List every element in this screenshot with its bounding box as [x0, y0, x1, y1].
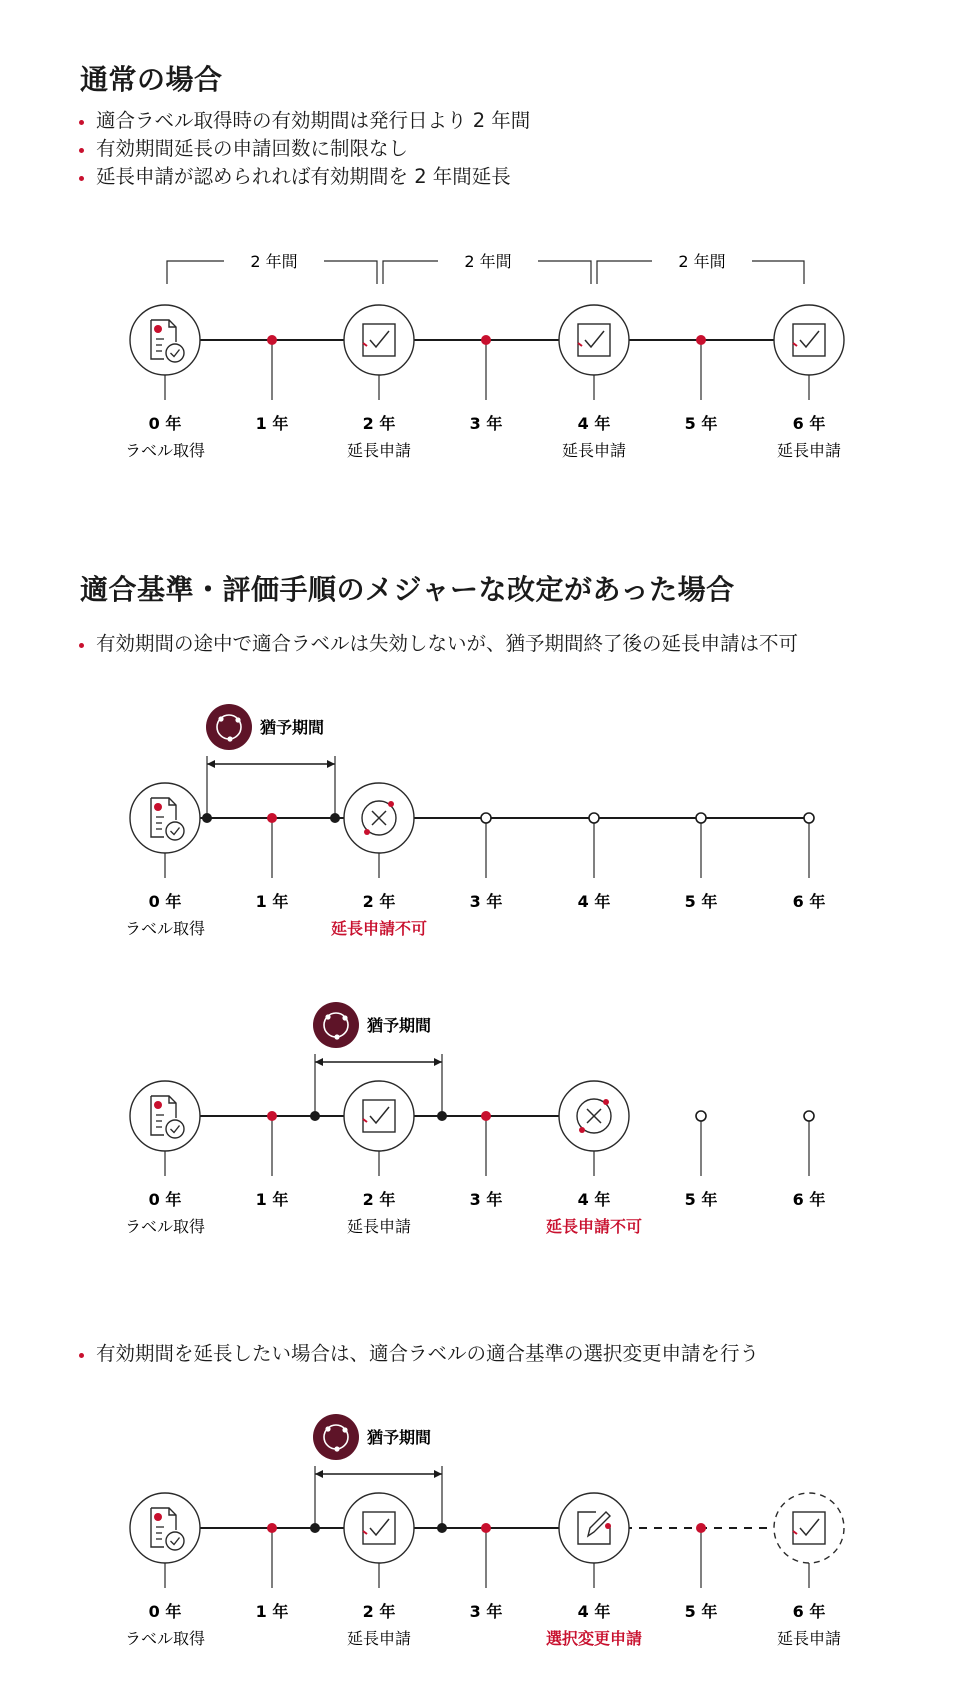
section2-title: 適合基準・評価手順のメジャーな改定があった場合 — [80, 573, 735, 606]
year-label: 5 年 — [684, 892, 718, 911]
year-dot — [481, 1111, 491, 1121]
year-dot — [267, 335, 277, 345]
grace-dot — [310, 1523, 320, 1533]
year-label: 1 年 — [255, 1190, 289, 1209]
year-label: 3 年 — [469, 1602, 503, 1621]
edit-icon — [559, 1493, 629, 1563]
bullet-item: 適合ラベル取得時の有効期間は発行日より 2 年間 — [78, 107, 530, 135]
span-label: 2 年間 — [250, 252, 298, 271]
milestone-label: 延長申請 — [346, 441, 412, 460]
year-label: 1 年 — [255, 1602, 289, 1621]
milestone-label-change: 選択変更申請 — [545, 1629, 643, 1648]
cycle-icon — [313, 1414, 359, 1460]
year-label: 3 年 — [469, 414, 503, 433]
checkbox-icon — [344, 1081, 414, 1151]
checkbox-icon — [559, 305, 629, 375]
arrow-head — [434, 1470, 442, 1478]
checkbox-icon — [344, 1493, 414, 1563]
bullet-item: 延長申請が認められれば有効期間を 2 年間延長 — [78, 163, 530, 191]
milestone-label-denied: 延長申請不可 — [545, 1217, 643, 1236]
tick-group — [165, 340, 809, 400]
document-check-icon — [130, 1493, 200, 1563]
year-label: 0 年 — [148, 1190, 182, 1209]
year-label: 2 年 — [362, 892, 396, 911]
section2-bullet-a — [78, 630, 798, 658]
year-label: 4 年 — [577, 414, 611, 433]
year-label: 5 年 — [684, 414, 718, 433]
grace-dot — [437, 1523, 447, 1533]
timeline-revision-c — [0, 1410, 960, 1670]
year-label: 4 年 — [577, 1602, 611, 1621]
arrow-head — [315, 1470, 323, 1478]
milestone-label: ラベル取得 — [124, 919, 206, 938]
year-label: 0 年 — [148, 892, 182, 911]
milestone-label-denied: 延長申請不可 — [330, 919, 428, 938]
milestone-label: 延長申請 — [561, 441, 627, 460]
checkbox-icon — [344, 305, 414, 375]
year-dot — [267, 813, 277, 823]
cycle-icon — [206, 704, 252, 750]
bullet-item: 有効期間を延長したい場合は、適合ラベルの適合基準の選択変更申請を行う — [78, 1340, 759, 1368]
milestone-label: ラベル取得 — [124, 1217, 206, 1236]
empty-dot — [696, 1111, 706, 1121]
year-label: 0 年 — [148, 1602, 182, 1621]
timeline-revision-b — [0, 998, 960, 1248]
empty-dot — [696, 813, 706, 823]
year-label: 1 年 — [255, 414, 289, 433]
grace-dot — [437, 1111, 447, 1121]
empty-dot — [804, 1111, 814, 1121]
grace-period-label: 猶予期間 — [367, 1428, 432, 1447]
grace-dot — [202, 813, 212, 823]
bullet-item: 有効期間の途中で適合ラベルは失効しないが、猶予期間終了後の延長申請は不可 — [78, 630, 798, 658]
arrow-head — [434, 1058, 442, 1066]
year-label: 0 年 — [148, 414, 182, 433]
grace-period-label: 猶予期間 — [367, 1016, 432, 1035]
x-circle-icon — [344, 783, 414, 853]
year-label: 5 年 — [684, 1602, 718, 1621]
grace-dot — [330, 813, 340, 823]
section1-bullets — [78, 107, 530, 191]
milestone-label: 延長申請 — [346, 1217, 412, 1236]
empty-dot — [481, 813, 491, 823]
year-label: 4 年 — [577, 1190, 611, 1209]
year-label: 2 年 — [362, 414, 396, 433]
empty-dot — [589, 813, 599, 823]
section2-bullet-b — [78, 1340, 759, 1368]
tick-group — [165, 1116, 809, 1176]
timeline-normal — [0, 240, 960, 470]
x-circle-icon — [559, 1081, 629, 1151]
bullet-item: 有効期間延長の申請回数に制限なし — [78, 135, 530, 163]
checkbox-icon — [774, 305, 844, 375]
year-label: 6 年 — [792, 414, 826, 433]
year-label: 2 年 — [362, 1602, 396, 1621]
checkbox-icon — [774, 1493, 844, 1563]
grace-period-label: 猶予期間 — [260, 718, 325, 737]
span-label: 2 年間 — [678, 252, 726, 271]
year-label: 6 年 — [792, 1602, 826, 1621]
document-check-icon — [130, 783, 200, 853]
year-dot — [267, 1523, 277, 1533]
year-label: 2 年 — [362, 1190, 396, 1209]
milestone-label: 延長申請 — [346, 1629, 412, 1648]
arrow-head — [315, 1058, 323, 1066]
year-label: 6 年 — [792, 1190, 826, 1209]
milestone-label: ラベル取得 — [124, 441, 206, 460]
empty-dot — [804, 813, 814, 823]
year-dot — [481, 335, 491, 345]
span-label: 2 年間 — [464, 252, 512, 271]
grace-dot — [310, 1111, 320, 1121]
year-dot — [696, 335, 706, 345]
year-label: 1 年 — [255, 892, 289, 911]
milestone-label: 延長申請 — [776, 441, 842, 460]
year-dot — [267, 1111, 277, 1121]
year-label: 3 年 — [469, 892, 503, 911]
year-dot — [696, 1523, 706, 1533]
tick-group — [165, 818, 809, 878]
year-dot — [481, 1523, 491, 1533]
year-label: 4 年 — [577, 892, 611, 911]
milestone-label: 延長申請 — [776, 1629, 842, 1648]
tick-group — [165, 1528, 809, 1588]
milestone-label: ラベル取得 — [124, 1629, 206, 1648]
year-label: 5 年 — [684, 1190, 718, 1209]
cycle-icon — [313, 1002, 359, 1048]
timeline-revision-a — [0, 700, 960, 950]
arrow-head — [207, 760, 215, 768]
section1-title: 通常の場合 — [80, 63, 223, 96]
document-check-icon — [130, 1081, 200, 1151]
arrow-head — [327, 760, 335, 768]
year-label: 6 年 — [792, 892, 826, 911]
document-check-icon — [130, 305, 200, 375]
year-label: 3 年 — [469, 1190, 503, 1209]
